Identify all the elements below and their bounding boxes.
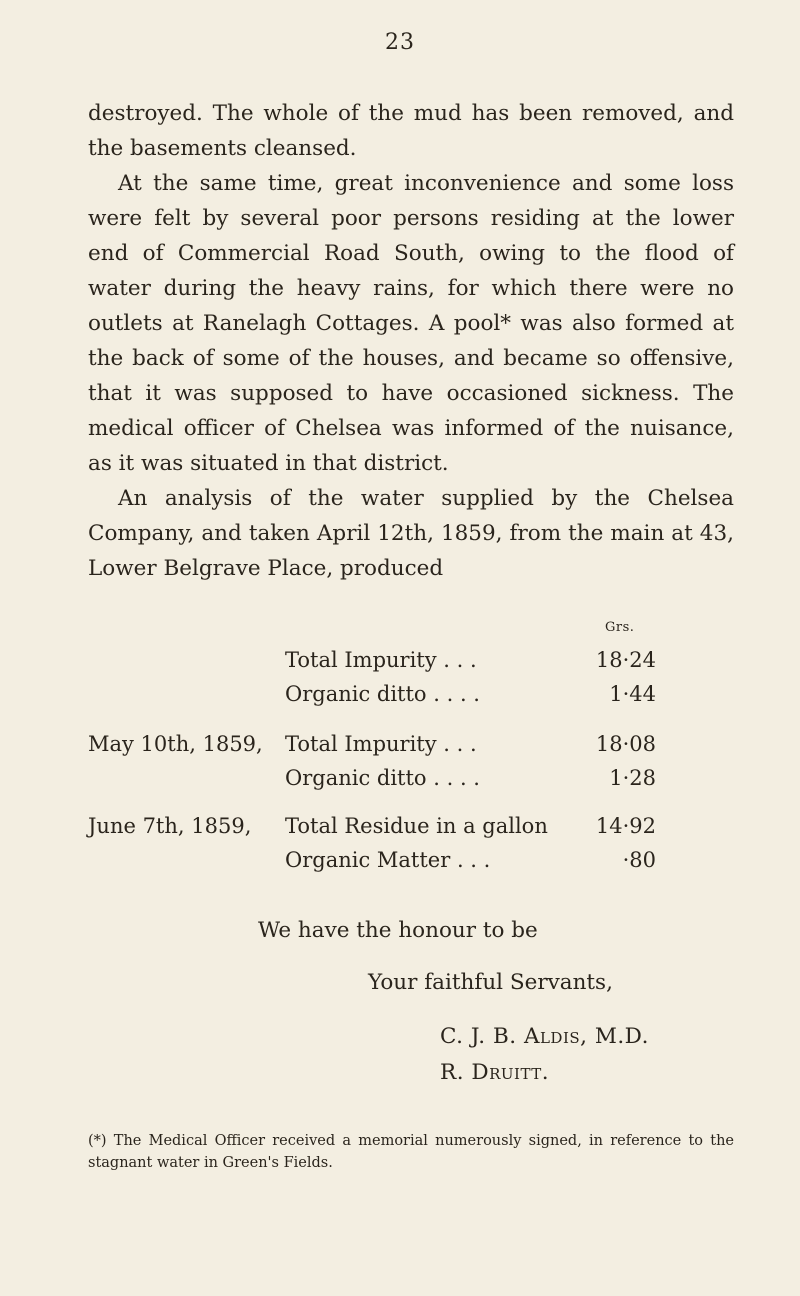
row-value: 1·28: [609, 766, 656, 790]
row-label: Organic Matter . . .: [285, 848, 491, 872]
analysis-row: [88, 732, 656, 762]
paragraph-3: An analysis of the water supplied by the Chelsea Company, and taken April 12th, 1859, from the main at 43, Lower Belgrave Place, produced: [88, 486, 734, 581]
unit-header: Grs.: [605, 620, 635, 635]
row-label: Total Impurity . . .: [285, 648, 477, 672]
row-label: Total Impurity . . .: [285, 732, 477, 756]
paragraph-2: At the same time, great inconvenience and some loss were felt by several poor persons residing at the lower end of Commercial Road South, owing to the flood of water during the heavy rains, for which there were no outlets at Ranelagh Cottages. A pool* was also formed at the back of some of the houses, and became so offensive, that it was supposed to have occasioned sickness. The medical officer of Chelsea was informed of the nuisance, as it was situated in that district.: [88, 171, 734, 476]
analysis-row: [88, 848, 656, 878]
row-label: Organic ditto . . . .: [285, 766, 480, 790]
closing-line-1: We have the honour to be: [258, 918, 538, 943]
row-value: 1·44: [609, 682, 656, 706]
closing-line-2: Your faithful Servants,: [368, 970, 613, 995]
analysis-row: [88, 682, 656, 712]
row-date: June 7th, 1859,: [88, 814, 252, 838]
paragraph-1: destroyed. The whole of the mud has been removed, and the basements cleansed.: [88, 101, 734, 161]
row-value: ·80: [622, 848, 656, 872]
signature-druitt: R. Druitt.: [440, 1060, 550, 1085]
footnote: (*) The Medical Officer received a memorial numerously signed, in reference to the stagnant water in Green's Fields.: [88, 1133, 734, 1171]
row-date: May 10th, 1859,: [88, 732, 263, 756]
row-value: 18·24: [595, 648, 656, 672]
analysis-row: [88, 814, 656, 844]
body-text: [88, 96, 734, 586]
row-value: 14·92: [595, 814, 656, 838]
row-label: Total Residue in a gallon: [285, 814, 548, 838]
analysis-row: [88, 648, 656, 678]
row-value: 18·08: [595, 732, 656, 756]
signature-aldis: C. J. B. Aldis, M.D.: [440, 1024, 649, 1049]
row-label: Organic ditto . . . .: [285, 682, 480, 706]
page-number: 23: [385, 30, 415, 55]
analysis-row: [88, 766, 656, 796]
